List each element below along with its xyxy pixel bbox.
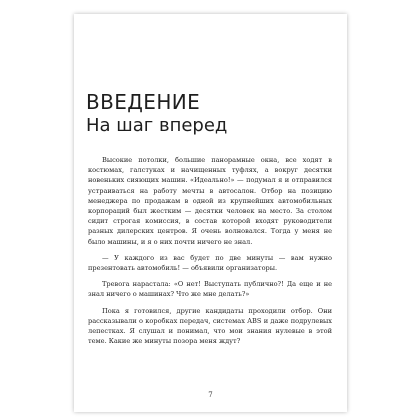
page-number: 7 xyxy=(208,391,213,399)
chapter-heading xyxy=(86,92,227,135)
paragraph: Высокие потолки, большие панорамные окна, все ходят в костюмах, галстуках и начищенных туфлях, а вокруг десятки новеньких сияющих машин. «Идеально!» — подумал я и отправился устраиваться на работу мечты в автосалон. Отбор на позицию менеджера по продажам в одной из крупнейших автомобильных корпораций был жестким — десятки человек на место. За столом сидит строгая комиссия, в состав которой входят руководители разных дилерских центров. Я очень волновался. Тогда у меня не было машины, и я о них почти ничего не знал. xyxy=(88,156,332,246)
paragraph: Тревога нарастала: «О нет! Выступать публично?! Да еще и не знал ничего о машинах? Что же мне делать?» xyxy=(88,280,332,299)
body-text xyxy=(88,155,332,352)
chapter-subtitle: На шаг вперед xyxy=(86,115,228,136)
book-page xyxy=(74,14,347,412)
paragraph: Пока я готовился, другие кандидаты проходили отбор. Они рассказывали о коробках передач, системах ABS и даже подрулевых лепестках. Я слушал и понимал, что мои знания нулевые в этой теме. Какие же минуты позора меня ждут? xyxy=(88,306,332,346)
chapter-title: ВВЕДЕНИЕ xyxy=(86,90,201,114)
paragraph: — У каждого из вас будет по две минуты — вам нужно презентовать автомобиль! — объявили организаторы. xyxy=(88,253,332,273)
